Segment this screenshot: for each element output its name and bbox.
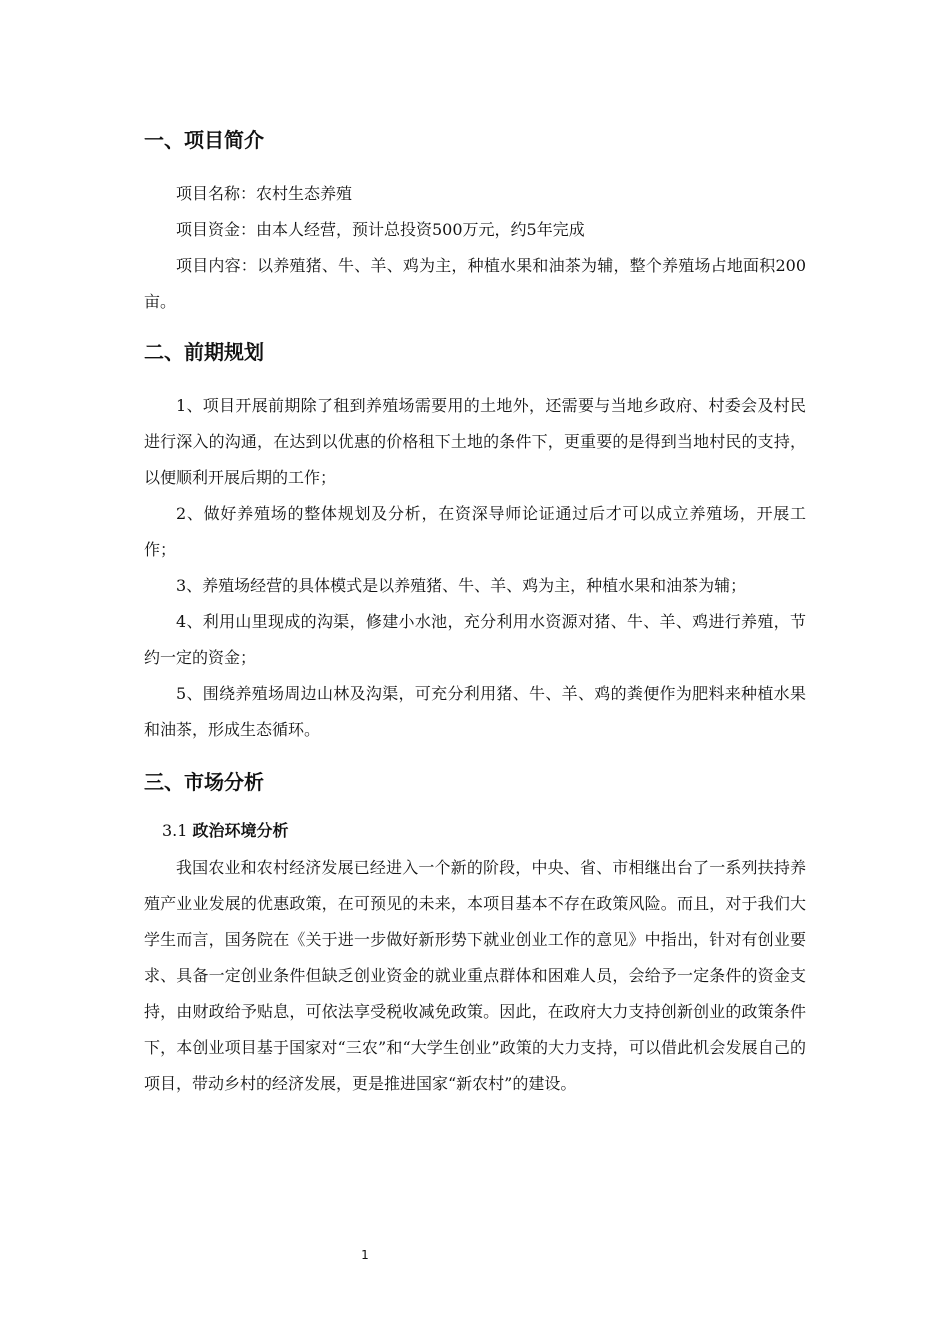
- paragraph-politics: 我国农业和农村经济发展已经进入一个新的阶段，中央、省、市相继出台了一系列扶持养殖产业业发展的优惠政策，在可预见的未来，本项目基本不存在政策风险。而且，对于我们大学生而言，国务院在《关于进一步做好新形势下就业创业工作的意见》中指出，针对有创业要求、具备一定创业条件但缺乏创业资金的就业重点群体和困难人员，会给予一定条件的资金支持，由财政给予贴息，可依法享受税收减免政策。因此，在政府大力支持创新创业的政策条件下，本创业项目基于国家对“三农”和“大学生创业”政策的大力支持，可以借此机会发展自己的项目，带动乡村的经济发展，更是推进国家“新农村”的建设。: [144, 858, 806, 1093]
- paragraph-project-funds: 项目资金：由本人经营，预计总投资500万元，约5年完成: [176, 220, 585, 239]
- document-body: [144, 120, 806, 1102]
- page-number: 1: [361, 1248, 369, 1262]
- paragraph-project-name: 项目名称：农村生态养殖: [176, 184, 353, 203]
- paragraph-plan-5: 5、围绕养殖场周边山林及沟渠，可充分利用猪、牛、羊、鸡的粪便作为肥料来种植水果和油茶，形成生态循环。: [144, 684, 806, 739]
- subsection-title: 政治环境分析: [192, 821, 289, 840]
- section-heading-intro: 一、项目简介: [144, 128, 264, 152]
- paragraph-plan-2: 2、做好养殖场的整体规划及分析，在资深导师论证通过后才可以成立养殖场，开展工作；: [144, 504, 806, 559]
- subsection-heading-politics: [144, 818, 806, 844]
- paragraph-plan-1: 1、项目开展前期除了租到养殖场需要用的土地外，还需要与当地乡政府、村委会及村民进行深入的沟通，在达到以优惠的价格租下土地的条件下，更重要的是得到当地村民的支持，以便顺利开展后期的工作；: [144, 396, 806, 487]
- paragraph-plan-4: 4、利用山里现成的沟渠，修建小水池，充分利用水资源对猪、牛、羊、鸡进行养殖，节约一定的资金；: [144, 612, 806, 667]
- paragraph-project-content: 项目内容：以养殖猪、牛、羊、鸡为主，种植水果和油茶为辅，整个养殖场占地面积200亩。: [144, 256, 806, 311]
- subsection-number: 3.1: [162, 821, 188, 840]
- paragraph-plan-3: 3、养殖场经营的具体模式是以养殖猪、牛、羊、鸡为主，种植水果和油茶为辅；: [176, 576, 747, 595]
- section-heading-planning: 二、前期规划: [144, 340, 264, 364]
- section-heading-market: 三、市场分析: [144, 770, 264, 794]
